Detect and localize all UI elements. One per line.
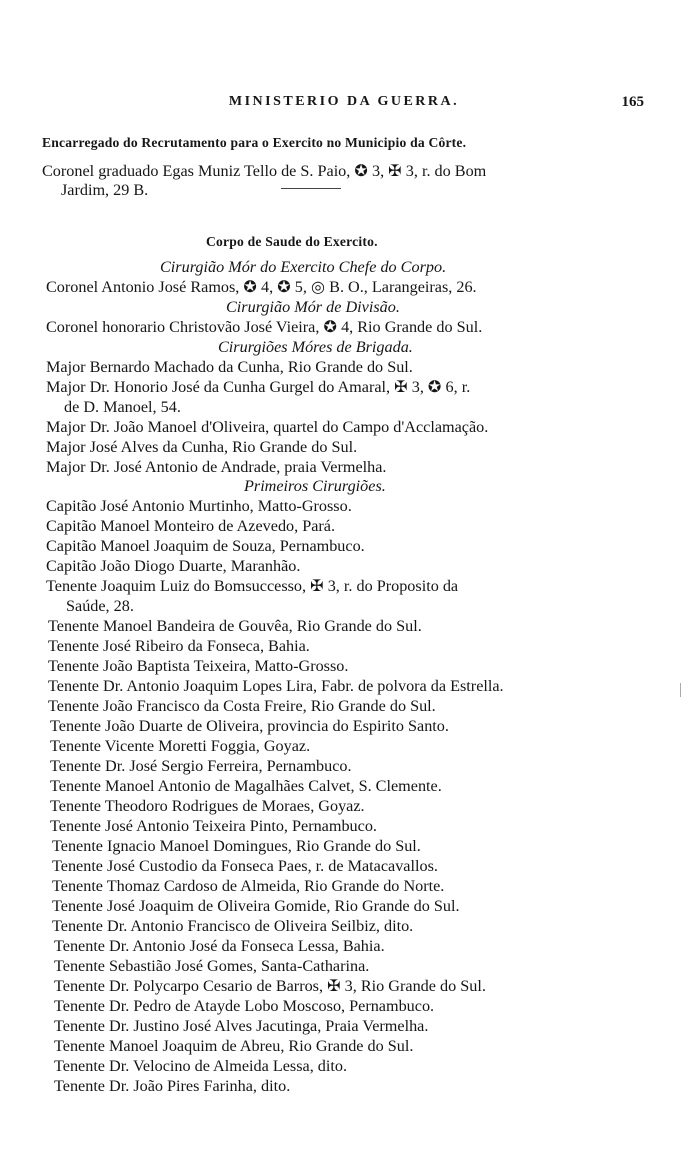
subheading: Cirurgiões Móres de Brigada. (218, 338, 413, 356)
entry-line: Tenente Manoel Bandeira de Gouvêa, Rio Grande do Sul. (48, 617, 422, 635)
entry-continuation: de D. Manoel, 54. (64, 398, 181, 416)
entry-line: Tenente Sebastião José Gomes, Santa-Catharina. (54, 957, 370, 975)
entry-line: Tenente Vicente Moretti Foggia, Goyaz. (50, 737, 311, 755)
entry-line: Tenente José Antonio Teixeira Pinto, Pernambuco. (50, 817, 377, 835)
entry-line: Tenente Manoel Antonio de Magalhães Calvet, S. Clemente. (50, 777, 442, 795)
entry-line: Tenente José Custodio da Fonseca Paes, r. de Matacavallos. (52, 857, 438, 875)
entry-line: Major Dr. José Antonio de Andrade, praia Vermelha. (46, 458, 387, 476)
entry-line: Tenente Manoel Joaquim de Abreu, Rio Grande do Sul. (54, 1037, 414, 1055)
subheading: Primeiros Cirurgiões. (244, 477, 386, 495)
section-heading-recrutamento: Encarregado do Recrutamento para o Exercito no Municipio da Côrte. (42, 135, 467, 150)
entry-line: Coronel honorario Christovão José Vieira, ✪ 4, Rio Grande do Sul. (46, 318, 483, 336)
entry-line: Tenente Dr. Antonio José da Fonseca Lessa, Bahia. (54, 937, 385, 955)
entry-line: Tenente Dr. Antonio Francisco de Oliveira Seilbiz, dito. (52, 917, 414, 935)
subheading: Cirurgião Mór de Divisão. (226, 298, 400, 316)
entry-line: Tenente Dr. Velocino de Almeida Lessa, dito. (54, 1057, 348, 1075)
running-head (44, 94, 644, 116)
entry-line: Tenente Thomaz Cardoso de Almeida, Rio Grande do Norte. (52, 877, 445, 895)
entry-line: Capitão José Antonio Murtinho, Matto-Grosso. (46, 497, 352, 515)
entry-line: Capitão Manoel Monteiro de Azevedo, Pará. (46, 517, 336, 535)
entry-line: Tenente Dr. José Sergio Ferreira, Pernambuco. (50, 757, 352, 775)
subheading: Cirurgião Mór do Exercito Chefe do Corpo. (160, 258, 447, 276)
entry-line: Capitão João Diogo Duarte, Maranhão. (46, 557, 301, 575)
section-divider (281, 188, 341, 189)
entry-line: Tenente Dr. Pedro de Atayde Lobo Moscoso, Pernambuco. (54, 997, 435, 1015)
margin-scan-mark (680, 683, 681, 697)
entry-line: Tenente Dr. Antonio Joaquim Lopes Lira, Fabr. de polvora da Estrella. (48, 677, 504, 695)
entry-line: Tenente Dr. João Pires Farinha, dito. (54, 1077, 291, 1095)
entry-line: Tenente Joaquim Luiz do Bomsuccesso, ✠ 3, r. do Proposito da (46, 577, 459, 595)
entry-line: Tenente João Baptista Teixeira, Matto-Grosso. (48, 657, 349, 675)
entry-line: Coronel Antonio José Ramos, ✪ 4, ✪ 5, ◎ B. O., Larangeiras, 26. (46, 278, 477, 296)
entry-line: Major José Alves da Cunha, Rio Grande do Sul. (46, 438, 358, 456)
entry-line: Tenente Dr. Polycarpo Cesario de Barros, ✠ 3, Rio Grande do Sul. (54, 977, 486, 995)
running-title: MINISTERIO DA GUERRA. (228, 94, 460, 109)
entry-line: Major Dr. Honorio José da Cunha Gurgel do Amaral, ✠ 3, ✪ 6, r. (46, 378, 471, 396)
entry-line: Tenente João Duarte de Oliveira, provincia do Espirito Santo. (50, 717, 449, 735)
entry-line: Capitão Manoel Joaquim de Souza, Pernambuco. (46, 537, 365, 555)
entry-line: Major Dr. João Manoel d'Oliveira, quartel do Campo d'Acclamação. (46, 418, 489, 436)
page-number: 165 (621, 94, 644, 110)
entry-line: Tenente João Francisco da Costa Freire, Rio Grande do Sul. (48, 697, 436, 715)
entry-line: Tenente Theodoro Rodrigues de Moraes, Goyaz. (50, 797, 365, 815)
entry-continuation: Saúde, 28. (66, 597, 134, 615)
entry-line: Major Bernardo Machado da Cunha, Rio Grande do Sul. (46, 358, 413, 376)
entry-line: Tenente Dr. Justino José Alves Jacutinga, Praia Vermelha. (54, 1017, 429, 1035)
entry-line: Coronel graduado Egas Muniz Tello de S. Paio, ✪ 3, ✠ 3, r. do Bom (42, 162, 487, 180)
section-heading-corpo-saude: Corpo de Saude do Exercito. (206, 234, 378, 249)
entry-line: Tenente José Ribeiro da Fonseca, Bahia. (48, 637, 310, 655)
entry-line: Tenente José Joaquim de Oliveira Gomide, Rio Grande do Sul. (52, 897, 460, 915)
entry-continuation: Jardim, 29 B. (61, 181, 149, 199)
entry-line: Tenente Ignacio Manoel Domingues, Rio Grande do Sul. (52, 837, 421, 855)
